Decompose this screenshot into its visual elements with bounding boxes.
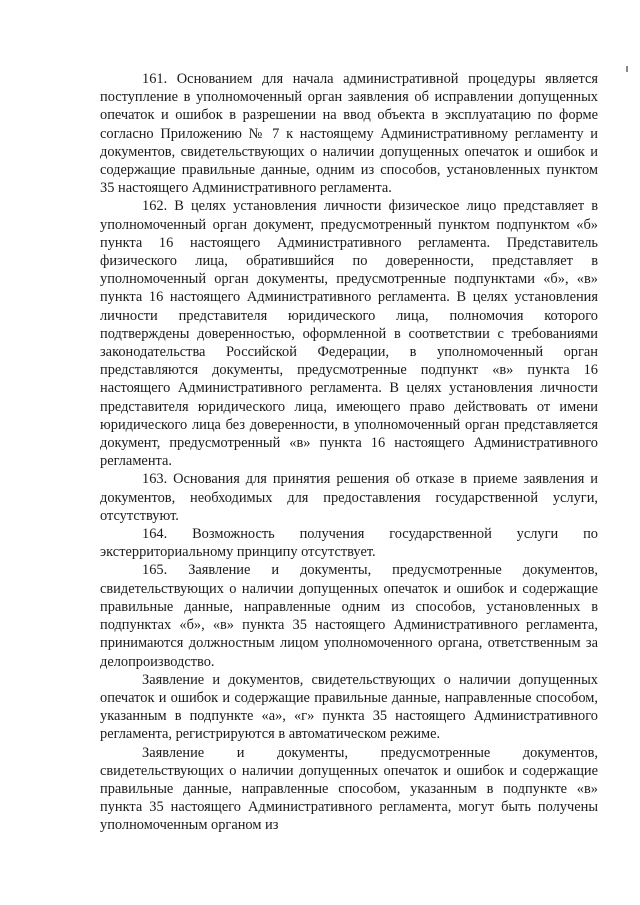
- paragraph-165-received-documents: Заявление и документы, предусмотренные документов, свидетельствующих о наличии допущенных опечаток и ошибок и содержащие правильные данные, направленные способом, указанным в подпункте «в» пункта 35 настоящего Административного регламента, могут быть получены уполномоченным органом из: [100, 744, 598, 834]
- paragraph-165-auto-registration: Заявление и документов, свидетельствующих о наличии допущенных опечаток и ошибок и содержащие правильные данные, направленные способом, указанным в подпункте «а», «г» пункта 35 настоящего Административного регламента, регистрируются в автоматическом режиме.: [100, 671, 598, 743]
- paragraph-162: 162. В целях установления личности физическое лицо представляет в уполномоченный орган документ, предусмотренный пунктом подпунктом «б» пункта 16 настоящего Административного регламента. Представитель физического лица, обратившийся по доверенности, представляет в уполномоченный орган документы, предусмотренные подпунктами «б», «в» пункта 16 настоящего Административного регламента. В целях установления личности представителя юридического лица, полномочия которого подтверждены доверенностью, оформленной в соответствии с требованиями законодательства Российской Федерации, в уполномоченный орган представляются документы, предусмотренные подпункт «в» пункта 16 настоящего Административного регламента. В целях установления личности представителя юридического лица, имеющего право действовать от имени юридического лица без доверенности, в уполномоченный орган представляется документ, предусмотренный «в» пункта 16 настоящего Административного регламента.: [100, 198, 598, 470]
- document-body: [100, 70, 598, 835]
- page-edge-mark: [626, 66, 628, 72]
- paragraph-163: 163. Основания для принятия решения об отказе в приеме заявления и документов, необходимых для предоставления государственной услуги, отсутствуют.: [100, 471, 598, 524]
- paragraph-161: 161. Основанием для начала административной процедуры является поступление в уполномоченный орган заявления об исправлении допущенных опечаток и ошибок в разрешении на ввод объекта в эксплуатацию по форме согласно Приложению № 7 к настоящему Административному регламенту и документов, свидетельствующих о наличии допущенных опечаток и ошибок и содержащие правильные данные, одним из способов, установленных пунктом 35 настоящего Административного регламента.: [100, 71, 598, 197]
- paragraph-164: 164. Возможность получения государственной услуги по экстерриториальному принципу отсутствует.: [100, 526, 598, 561]
- paragraph-165: 165. Заявление и документы, предусмотренные документов, свидетельствующих о наличии допущенных опечаток и ошибок и содержащие правильные данные, направленные одним из способов, установленных в подпунктах «б», «в» пункта 35 настоящего Административного регламента, принимаются должностным лицом уполномоченного органа, ответственным за делопроизводство.: [100, 562, 598, 670]
